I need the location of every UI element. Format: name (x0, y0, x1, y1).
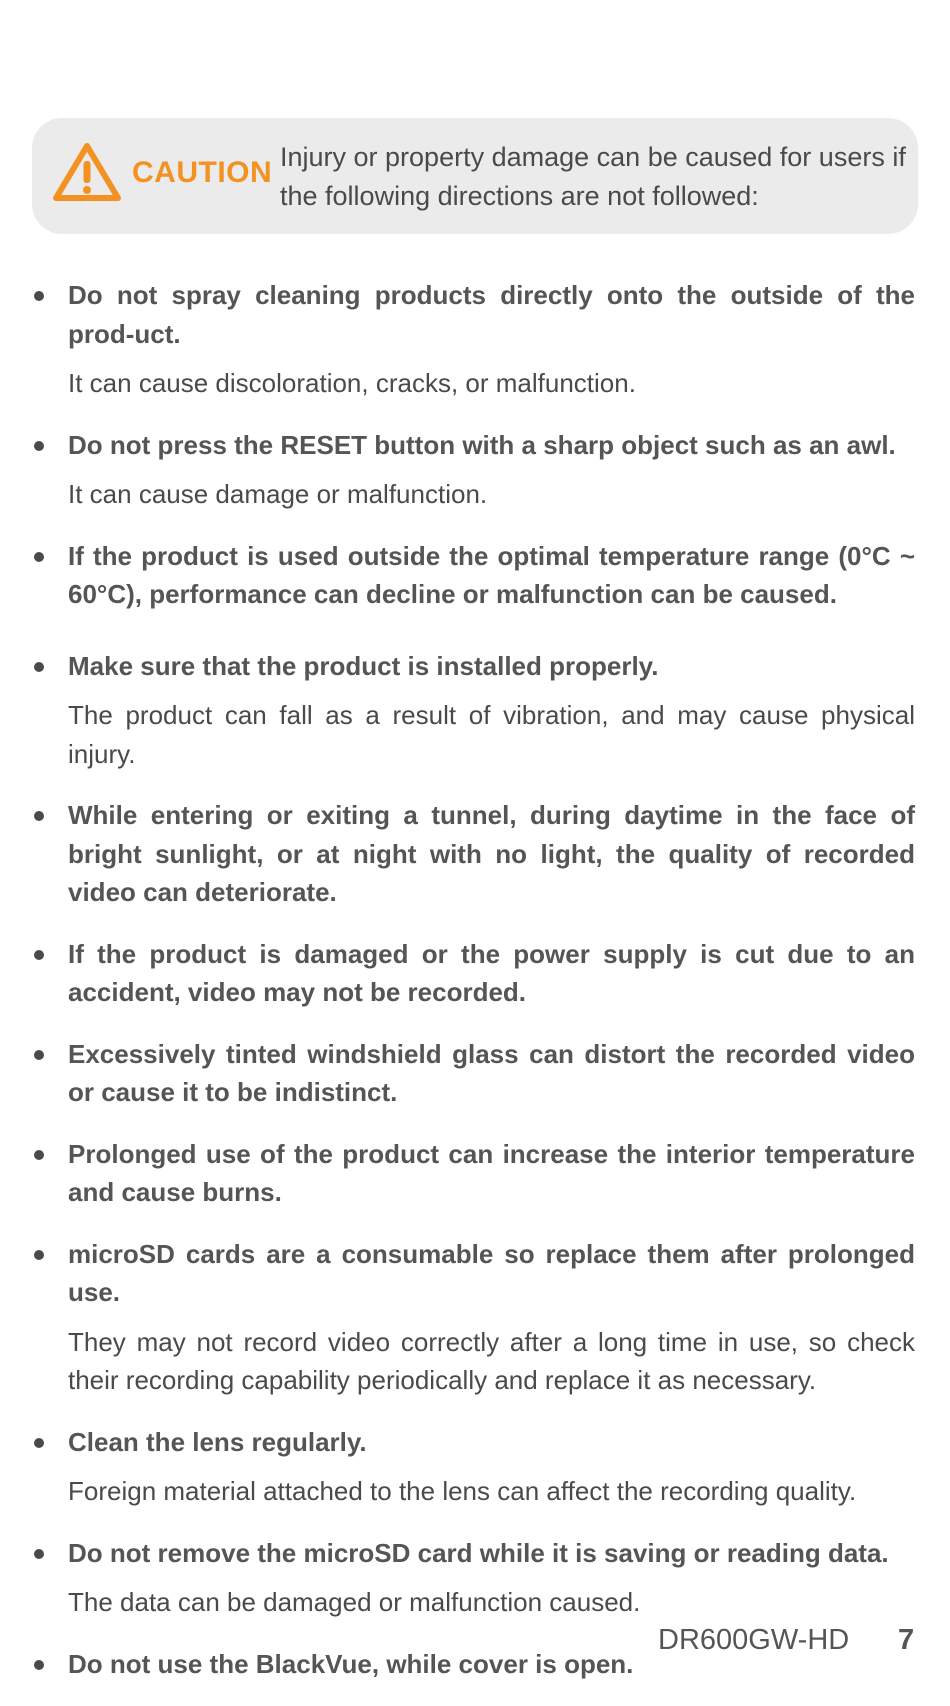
item-desc: It can cause damage or malfunction. (68, 479, 488, 509)
list-item (0, 1135, 950, 1212)
item-title: Do not press the RESET button with a sharp object such as an awl. (68, 429, 896, 460)
list-item (0, 647, 950, 774)
list-item (0, 1423, 950, 1511)
bullet-icon (34, 1150, 44, 1160)
bullet-icon (34, 291, 44, 301)
caution-box (32, 118, 918, 234)
item-title: microSD cards are a consumable so replace them after prolonged use. (68, 1238, 915, 1307)
footer-model: DR600GW-HD (658, 1624, 850, 1656)
item-title: If the product is damaged or the power supply is cut due to an accident, video may not be recorded. (68, 938, 915, 1007)
item-title: Do not remove the microSD card while it is saving or reading data. (68, 1537, 889, 1568)
item-title: Clean the lens regularly. (68, 1426, 367, 1457)
item-title: Do not use the BlackVue, while cover is open. (68, 1648, 634, 1679)
bullet-icon (34, 1050, 44, 1060)
bullet-icon (34, 1660, 44, 1670)
bullet-icon (34, 811, 44, 821)
item-desc: Foreign material attached to the lens can affect the recording quality. (68, 1476, 857, 1506)
bullet-icon (34, 1438, 44, 1448)
list-item (0, 1035, 950, 1112)
caution-text: Injury or property damage can be caused for users if the following directions are not followed: (280, 142, 906, 211)
list-item (0, 1235, 950, 1400)
item-title: Do not spray cleaning products directly onto the outside of the prod-uct. (68, 280, 915, 349)
bullet-icon (34, 662, 44, 672)
item-desc: The data can be damaged or malfunction caused. (68, 1587, 641, 1617)
list-item (0, 796, 950, 912)
bullet-icon (34, 1549, 44, 1559)
caution-label: CAUTION (132, 156, 273, 189)
list-item (0, 537, 950, 614)
bullet-icon (34, 552, 44, 562)
item-title: Prolonged use of the product can increase the interior temperature and cause burns. (68, 1138, 915, 1207)
bullet-icon (34, 441, 44, 451)
bullet-icon (34, 950, 44, 960)
warning-triangle-icon (52, 141, 122, 203)
item-title: Excessively tinted windshield glass can distort the recorded video or cause it to be indistinct. (68, 1038, 915, 1107)
item-desc: It can cause discoloration, cracks, or malfunction. (68, 368, 636, 398)
list-item (0, 1534, 950, 1622)
item-title: If the product is used outside the optimal temperature range (0°C ~ 60°C), performance can decline or malfunction can be caused. (68, 540, 915, 609)
list-item (0, 276, 950, 403)
item-desc: The product can fall as a result of vibration, and may cause physical injury. (68, 700, 915, 769)
bullet-icon (34, 1250, 44, 1260)
item-title: Make sure that the product is installed properly. (68, 650, 659, 681)
list-item (0, 426, 950, 514)
page-number: 7 (898, 1624, 915, 1656)
item-title: While entering or exiting a tunnel, during daytime in the face of bright sunlight, or at night with no light, the quality of recorded video can deteriorate. (68, 800, 915, 907)
list-item (0, 935, 950, 1012)
caution-list (0, 276, 950, 1706)
item-desc: They may not record video correctly after a long time in use, so check their recording capability periodically and replace it as necessary. (68, 1326, 915, 1395)
